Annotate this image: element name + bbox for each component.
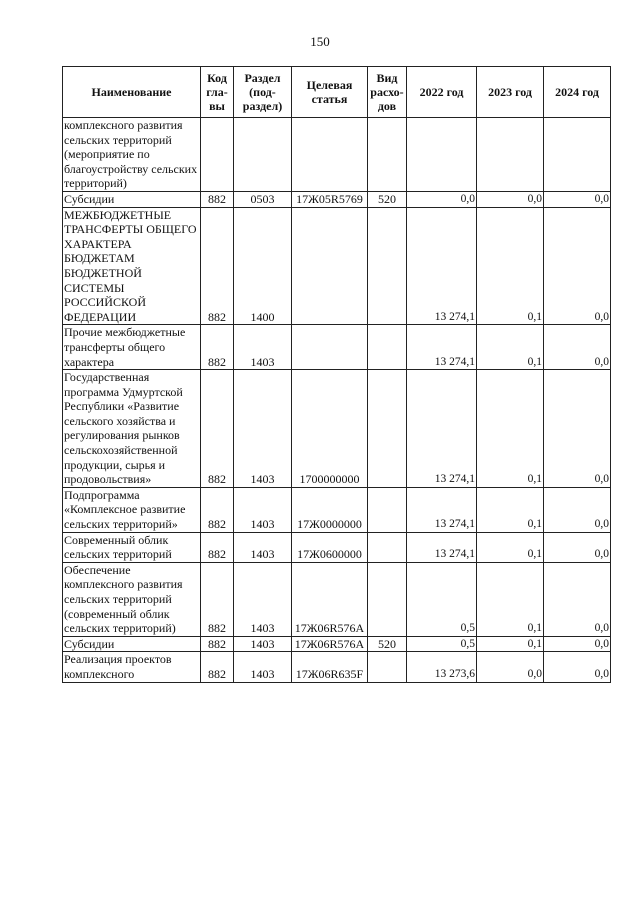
row-type: 520 bbox=[368, 191, 407, 207]
row-article: 17Ж06R576A bbox=[292, 636, 368, 652]
row-2022: 0,0 bbox=[407, 191, 477, 207]
row-2024: 0,0 bbox=[544, 207, 611, 325]
header-2022: 2022 год bbox=[407, 67, 477, 118]
row-type bbox=[368, 532, 407, 562]
row-type bbox=[368, 370, 407, 488]
row-section: 1403 bbox=[234, 370, 292, 488]
row-name: Обеспечение комплексного развития сельских территорий (современный облик сельских территорий) bbox=[63, 562, 201, 636]
row-2024: 0,0 bbox=[544, 191, 611, 207]
row-name: комплексного развития сельских территорий (мероприятие по благоустройству сельских территорий) bbox=[63, 118, 201, 192]
row-code: 882 bbox=[201, 207, 234, 325]
row-article: 17Ж06R635F bbox=[292, 652, 368, 682]
table-row bbox=[63, 652, 611, 682]
row-2022: 13 274,1 bbox=[407, 370, 477, 488]
row-name: МЕЖБЮДЖЕТНЫЕ ТРАНСФЕРТЫ ОБЩЕГО ХАРАКТЕРА БЮДЖЕТАМ БЮДЖЕТНОЙ СИСТЕМЫ РОССИЙСКОЙ ФЕДЕРАЦИИ bbox=[63, 207, 201, 325]
row-2022: 13 273,6 bbox=[407, 652, 477, 682]
row-2023: 0,0 bbox=[477, 652, 544, 682]
row-2024: 0,0 bbox=[544, 487, 611, 532]
page-number: 150 bbox=[310, 34, 330, 49]
row-name: Прочие межбюджетные трансферты общего характера bbox=[63, 325, 201, 370]
row-code: 882 bbox=[201, 325, 234, 370]
row-section: 1403 bbox=[234, 562, 292, 636]
row-article bbox=[292, 207, 368, 325]
row-2022: 13 274,1 bbox=[407, 532, 477, 562]
row-type bbox=[368, 118, 407, 192]
row-2023: 0,0 bbox=[477, 191, 544, 207]
row-article: 17Ж0000000 bbox=[292, 487, 368, 532]
row-2024 bbox=[544, 118, 611, 192]
row-code: 882 bbox=[201, 532, 234, 562]
row-type bbox=[368, 487, 407, 532]
header-chapter-code: Код гла-вы bbox=[201, 67, 234, 118]
header-name: Наименование bbox=[63, 67, 201, 118]
table-row bbox=[63, 207, 611, 325]
row-2022: 0,5 bbox=[407, 636, 477, 652]
row-2023: 0,1 bbox=[477, 636, 544, 652]
row-2024: 0,0 bbox=[544, 532, 611, 562]
row-type bbox=[368, 562, 407, 636]
row-type bbox=[368, 652, 407, 682]
row-2023: 0,1 bbox=[477, 207, 544, 325]
row-section: 1400 bbox=[234, 207, 292, 325]
row-section: 1403 bbox=[234, 532, 292, 562]
row-article: 17Ж06R576A bbox=[292, 562, 368, 636]
table-row bbox=[63, 191, 611, 207]
row-name: Субсидии bbox=[63, 191, 201, 207]
row-code: 882 bbox=[201, 636, 234, 652]
row-section: 1403 bbox=[234, 652, 292, 682]
row-2022: 13 274,1 bbox=[407, 487, 477, 532]
row-type bbox=[368, 325, 407, 370]
row-type bbox=[368, 207, 407, 325]
row-code: 882 bbox=[201, 487, 234, 532]
table-row bbox=[63, 325, 611, 370]
row-2023: 0,1 bbox=[477, 370, 544, 488]
row-code bbox=[201, 118, 234, 192]
header-target-article: Целевая статья bbox=[292, 67, 368, 118]
row-article: 1700000000 bbox=[292, 370, 368, 488]
header-2023: 2023 год bbox=[477, 67, 544, 118]
row-article: 17Ж0600000 bbox=[292, 532, 368, 562]
row-2024: 0,0 bbox=[544, 325, 611, 370]
row-name: Субсидии bbox=[63, 636, 201, 652]
row-type: 520 bbox=[368, 636, 407, 652]
row-code: 882 bbox=[201, 562, 234, 636]
row-code: 882 bbox=[201, 370, 234, 488]
row-code: 882 bbox=[201, 191, 234, 207]
row-2024: 0,0 bbox=[544, 652, 611, 682]
table-row bbox=[63, 487, 611, 532]
header-expense-type: Вид расхо-дов bbox=[368, 67, 407, 118]
row-2023: 0,1 bbox=[477, 562, 544, 636]
table-row bbox=[63, 370, 611, 488]
row-2022: 13 274,1 bbox=[407, 325, 477, 370]
table-row bbox=[63, 532, 611, 562]
header-2024: 2024 год bbox=[544, 67, 611, 118]
row-article: 17Ж05R5769 bbox=[292, 191, 368, 207]
row-2022: 13 274,1 bbox=[407, 207, 477, 325]
row-section bbox=[234, 118, 292, 192]
row-article bbox=[292, 118, 368, 192]
row-2023: 0,1 bbox=[477, 532, 544, 562]
row-2024: 0,0 bbox=[544, 562, 611, 636]
row-2024: 0,0 bbox=[544, 370, 611, 488]
row-section: 0503 bbox=[234, 191, 292, 207]
row-2022 bbox=[407, 118, 477, 192]
row-section: 1403 bbox=[234, 325, 292, 370]
row-section: 1403 bbox=[234, 487, 292, 532]
row-name: Государственная программа Удмуртской Республики «Развитие сельского хозяйства и регулирования рынков сельскохозяйственной продукции, сырья и продовольствия» bbox=[63, 370, 201, 488]
table-row bbox=[63, 118, 611, 192]
row-code: 882 bbox=[201, 652, 234, 682]
header-row bbox=[63, 67, 611, 118]
table-row bbox=[63, 636, 611, 652]
row-name: Реализация проектов комплексного bbox=[63, 652, 201, 682]
row-2023 bbox=[477, 118, 544, 192]
row-name: Подпрограмма «Комплексное развитие сельских территорий» bbox=[63, 487, 201, 532]
row-name: Современный облик сельских территорий bbox=[63, 532, 201, 562]
budget-table bbox=[62, 66, 611, 683]
row-article bbox=[292, 325, 368, 370]
row-section: 1403 bbox=[234, 636, 292, 652]
row-2024: 0,0 bbox=[544, 636, 611, 652]
table-row bbox=[63, 562, 611, 636]
row-2023: 0,1 bbox=[477, 325, 544, 370]
header-section: Раздел (под-раздел) bbox=[234, 67, 292, 118]
row-2022: 0,5 bbox=[407, 562, 477, 636]
row-2023: 0,1 bbox=[477, 487, 544, 532]
